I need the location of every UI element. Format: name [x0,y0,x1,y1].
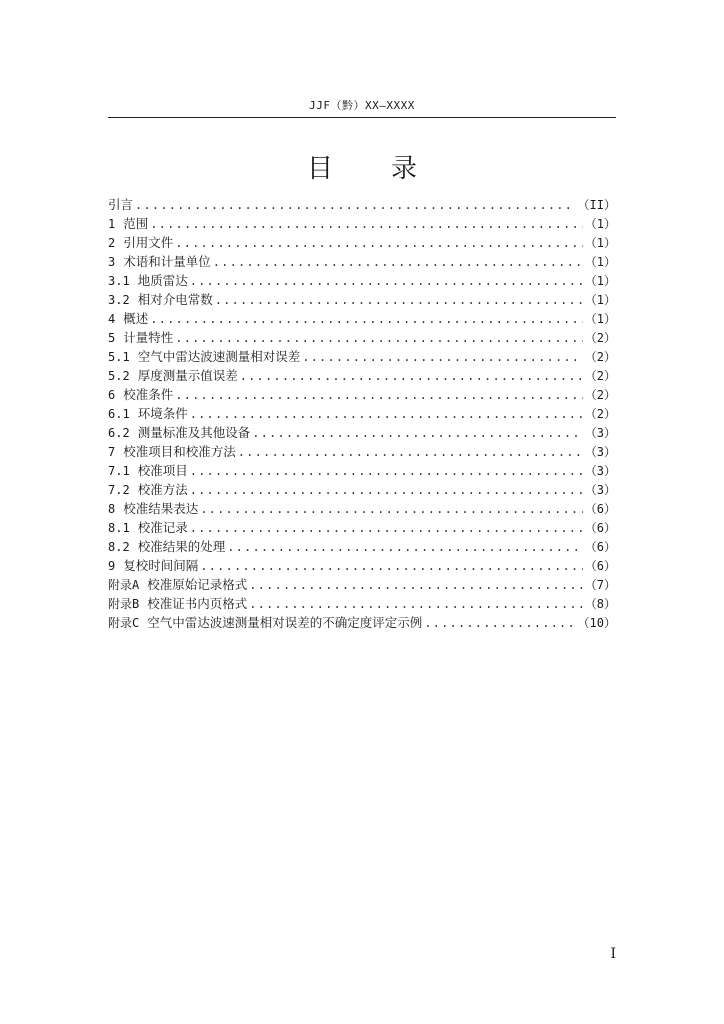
toc-leader-dots [249,595,583,614]
toc-entry-page: （1） [584,255,616,269]
toc-entry[interactable] [108,195,616,214]
toc-entry-number: 7.1 [108,464,130,478]
toc-entry[interactable] [108,575,616,594]
toc-entry-page: （7） [584,578,616,592]
toc-entry-label [108,461,188,481]
toc-entry[interactable] [108,347,616,366]
toc-entry[interactable] [108,290,616,309]
toc-entry-page: （8） [584,597,616,611]
toc-leader-dots [215,291,583,310]
toc-entry-label [108,442,236,462]
toc-entry-page: （2） [584,369,616,383]
toc-entry-title: 校准结果的处理 [137,539,226,554]
toc-entry[interactable] [108,385,616,404]
toc-leader-dots [150,215,583,234]
toc-entry[interactable] [108,613,616,632]
toc-leader-dots [213,253,583,272]
toc-entry-label [108,252,211,272]
toc-entry-page: （2） [584,388,616,402]
toc-leader-dots [150,310,583,329]
toc-entry-title: 校准原始记录格式 [147,577,248,592]
toc-leader-dots [190,462,583,481]
toc-leader-dots [200,500,583,519]
toc-leader-dots [175,234,583,253]
toc-entry-title: 校准记录 [137,520,188,535]
toc-entry-page: （2） [584,350,616,364]
toc-leader-dots [190,405,583,424]
toc-entry-title: 校准条件 [123,387,174,402]
toc-entry-number: 8.1 [108,521,130,535]
toc-entry[interactable] [108,309,616,328]
toc-entry-page: （3） [584,464,616,478]
toc-entry-label [108,556,198,576]
toc-entry-title: 复校时间间隔 [123,558,199,573]
toc-entry-number: 附录B [108,597,140,611]
toc-entry-number: 2 [108,236,116,250]
toc-entry-label [108,404,188,424]
page-title: 目录 [306,154,475,184]
toc-entry-label [108,347,300,367]
toc-entry[interactable] [108,233,616,252]
toc-entry-page: （II） [577,198,616,212]
toc-entry-page: （6） [584,540,616,554]
toc-entry[interactable] [108,252,616,271]
toc-leader-dots [135,196,576,215]
toc-leader-dots [227,538,583,557]
toc-entry-label [108,271,188,291]
toc-entry[interactable] [108,594,616,613]
toc-entry-label [108,214,148,234]
toc-entry-number: 6.2 [108,426,130,440]
toc-entry-number: 3.1 [108,274,130,288]
toc-entry[interactable] [108,518,616,537]
toc-entry-number: 5.1 [108,350,130,364]
toc-entry-title: 术语和计量单位 [123,254,211,269]
toc-entry-page: （1） [584,217,616,231]
toc-entry-title: 地质雷达 [137,273,188,288]
toc-entry-number: 1 [108,217,116,231]
toc-entry-number: 7.2 [108,483,130,497]
toc-entry[interactable] [108,366,616,385]
toc-entry-page: （3） [584,483,616,497]
toc-entry[interactable] [108,404,616,423]
toc-entry-label [108,328,173,348]
toc-entry-title: 校准结果表达 [123,501,199,516]
toc-entry-label [108,537,225,557]
toc-entry-page: （2） [584,331,616,345]
toc-leader-dots [302,348,583,367]
toc-entry-number: 3 [108,255,116,269]
toc-entry-number: 附录A [108,578,140,592]
toc-entry[interactable] [108,423,616,442]
toc-entry-label [108,385,173,405]
toc-entry-title: 相对介电常数 [137,292,213,307]
toc-entry-title: 引用文件 [123,235,174,250]
toc-entry-label [108,499,198,519]
toc-entry-number: 6 [108,388,116,402]
toc-entry[interactable] [108,442,616,461]
toc-entry-page: （1） [584,312,616,326]
toc-entry[interactable] [108,537,616,556]
toc-entry-number: 5 [108,331,116,345]
toc-leader-dots [190,519,583,538]
toc-entry[interactable] [108,556,616,575]
toc-entry-title: 范围 [123,216,149,231]
table-of-contents [108,195,616,632]
toc-entry[interactable] [108,271,616,290]
toc-entry-title: 环境条件 [137,406,188,421]
toc-entry-label [108,366,238,386]
toc-entry-page: （10） [577,616,616,630]
toc-entry-label [108,233,173,253]
header-divider [108,117,616,118]
toc-leader-dots [200,557,583,576]
toc-leader-dots [240,367,583,386]
document-code-header: JJF（黔）XX—XXXX [309,99,415,112]
toc-entry-label [108,195,133,214]
toc-entry-number: 4 [108,312,116,326]
toc-entry[interactable] [108,461,616,480]
toc-entry-page: （6） [584,502,616,516]
toc-entry-title: 测量标准及其他设备 [137,425,251,440]
toc-leader-dots [252,424,583,443]
toc-entry-number: 7 [108,445,116,459]
toc-entry-number: 8.2 [108,540,130,554]
page-number: I [610,946,616,962]
toc-entry-page: （1） [584,293,616,307]
toc-entry-page: （3） [584,426,616,440]
toc-entry-number: 附录C [108,616,140,630]
toc-entry-title: 厚度测量示值误差 [137,368,238,383]
toc-entry-page: （6） [584,521,616,535]
toc-leader-dots [238,443,583,462]
toc-leader-dots [190,481,583,500]
toc-entry-label [108,290,213,310]
toc-entry-title: 校准证书内页格式 [147,596,248,611]
toc-entry-page: （1） [584,274,616,288]
toc-entry-label [108,575,247,595]
toc-entry[interactable] [108,328,616,347]
toc-entry-number: 3.2 [108,293,130,307]
toc-entry-label [108,518,188,538]
toc-entry-number: 5.2 [108,369,130,383]
toc-entry-title: 空气中雷达波速测量相对误差 [137,349,301,364]
toc-entry-number: 8 [108,502,116,516]
toc-entry-title: 校准方法 [137,482,188,497]
toc-entry-title: 校准项目 [137,463,188,478]
toc-entry-page: （3） [584,445,616,459]
toc-leader-dots [424,614,575,633]
toc-entry-page: （6） [584,559,616,573]
toc-entry[interactable] [108,499,616,518]
toc-leader-dots [175,329,583,348]
toc-entry-page: （1） [584,236,616,250]
toc-entry-label [108,480,188,500]
toc-entry-label [108,594,247,614]
toc-entry-title: 校准项目和校准方法 [123,444,236,459]
toc-entry-label [108,423,250,443]
toc-entry-label [108,309,148,329]
toc-entry-number: 9 [108,559,116,573]
toc-leader-dots [175,386,583,405]
toc-entry-number: 6.1 [108,407,130,421]
toc-entry-title: 引言 [108,197,134,212]
toc-leader-dots [190,272,583,291]
toc-entry-title: 空气中雷达波速测量相对误差的不确定度评定示例 [147,615,423,630]
toc-entry-label [108,613,422,633]
toc-entry-title: 概述 [123,311,149,326]
toc-entry[interactable] [108,480,616,499]
toc-entry[interactable] [108,214,616,233]
toc-leader-dots [249,576,583,595]
toc-entry-page: （2） [584,407,616,421]
toc-entry-title: 计量特性 [123,330,174,345]
